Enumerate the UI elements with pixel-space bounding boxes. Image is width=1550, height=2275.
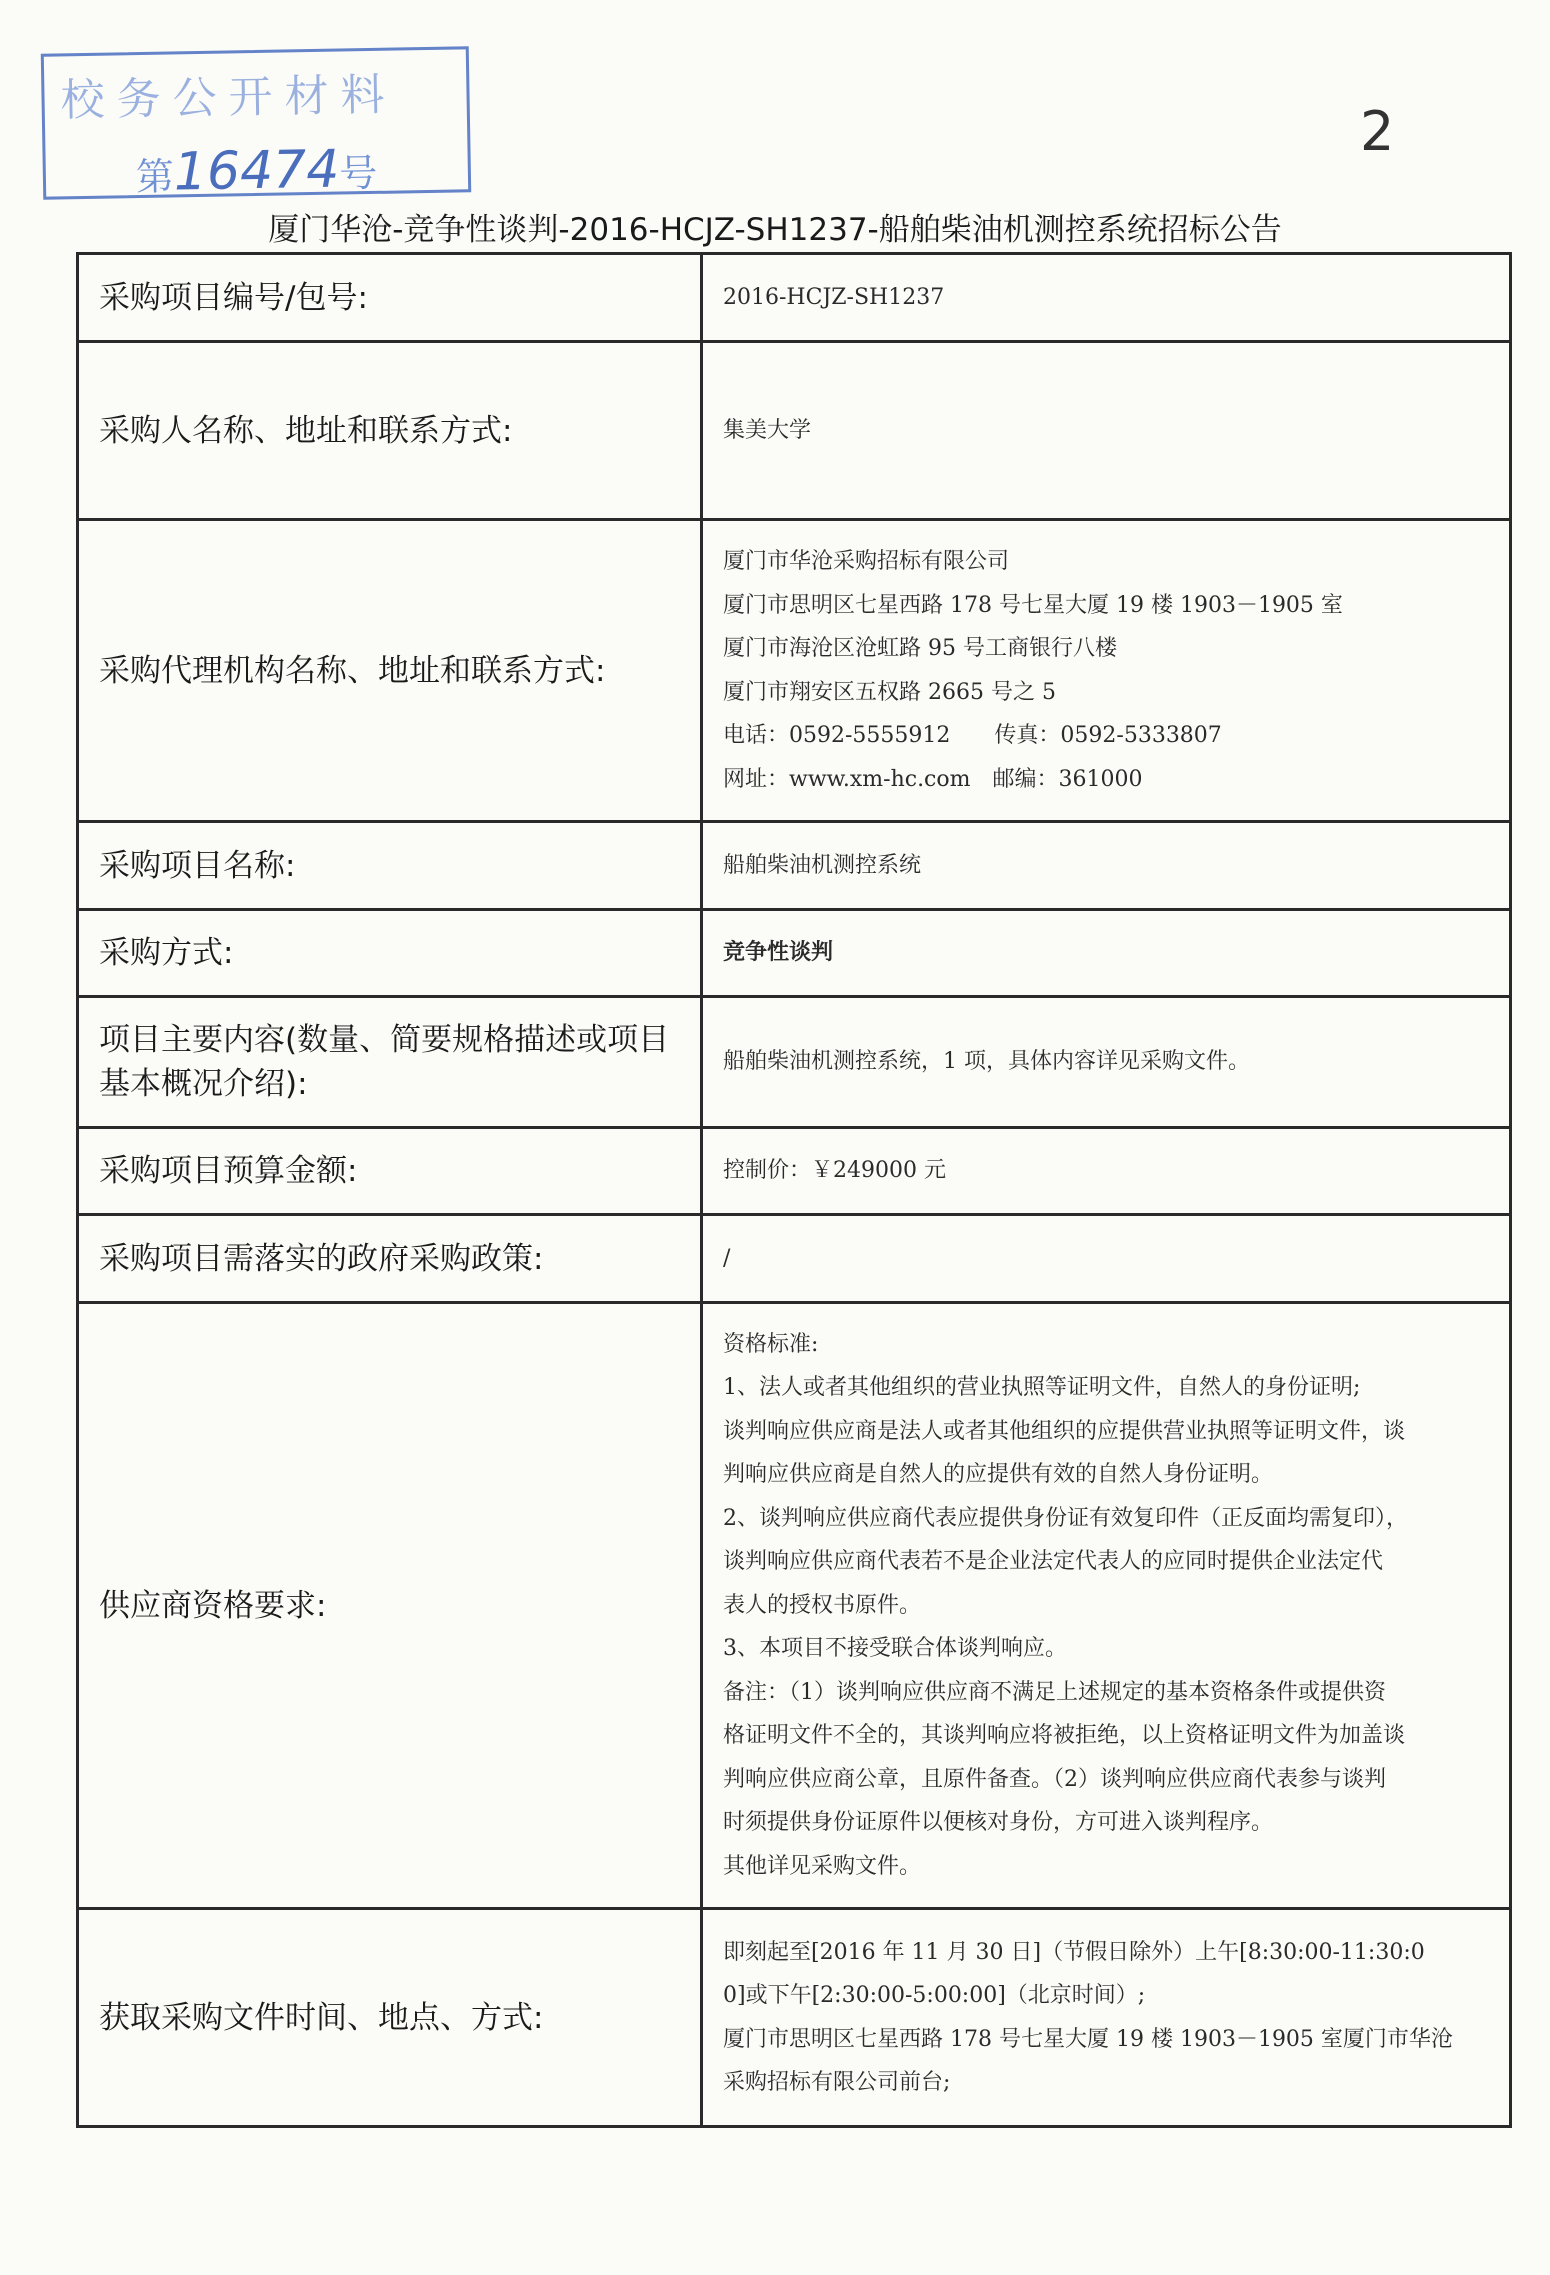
procurement-notice-table [76, 252, 1512, 2128]
row-value [702, 254, 1511, 342]
value-line: 时须提供身份证原件以便核对身份，方可进入谈判程序。 [723, 1810, 1274, 1836]
row-value [702, 520, 1511, 822]
value-line: 厦门市思明区七星西路 178 号七星大厦 19 楼 1903－1905 室 [723, 592, 1343, 618]
row-label: 采购项目预算金额: [78, 1128, 702, 1215]
row-label: 获取采购文件时间、地点、方式: [78, 1909, 702, 2127]
value-line: 判响应供应商公章，且原件备查。（2）谈判响应供应商代表参与谈判 [723, 1766, 1386, 1792]
value-line: 即刻起至[2016 年 11 月 30 日]（节假日除外）上午[8:30:00-11:30:0 [723, 1939, 1425, 1965]
row-label: 项目主要内容(数量、简要规格描述或项目基本概况介绍): [78, 997, 702, 1128]
table-row-policy [78, 1215, 1511, 1303]
row-value [702, 910, 1511, 997]
row-value [702, 342, 1511, 520]
value-line: 备注：（1）谈判响应供应商不满足上述规定的基本资格条件或提供资 [723, 1679, 1386, 1705]
value-line: 2016-HCJZ-SH1237 [723, 284, 945, 310]
value-line: 厦门市翔安区五权路 2665 号之 5 [723, 679, 1056, 705]
value-line: 判响应供应商是自然人的应提供有效的自然人身份证明。 [723, 1462, 1274, 1488]
value-line: 2、谈判响应供应商代表应提供身份证有效复印件（正反面均需复印）， [723, 1505, 1408, 1531]
stamp-number: 16474 [173, 139, 340, 203]
value-line: 厦门市海沧区沧虹路 95 号工商银行八楼 [723, 636, 1117, 661]
value-line: 采购招标有限公司前台; [723, 2070, 951, 2095]
row-value [702, 1909, 1511, 2127]
row-label: 采购人名称、地址和联系方式: [78, 342, 702, 520]
value-line: 谈判响应供应商是法人或者其他组织的应提供营业执照等证明文件，谈 [723, 1418, 1406, 1444]
table-row-purchaser [78, 342, 1511, 520]
value-line: 厦门市思明区七星西路 178 号七星大厦 19 楼 1903－1905 室厦门市华沧 [723, 2026, 1453, 2052]
table-row-agency [78, 520, 1511, 822]
value-line: 厦门市华沧采购招标有限公司 [723, 549, 1010, 574]
row-value [702, 1215, 1511, 1303]
value-line: 船舶柴油机测控系统，1 项，具体内容详见采购文件。 [723, 1049, 1250, 1075]
value-line: 表人的授权书原件。 [723, 1592, 922, 1618]
value-line: 船舶柴油机测控系统 [723, 852, 922, 878]
value-line: 3、本项目不接受联合体谈判响应。 [723, 1636, 1067, 1662]
value-line: 1、法人或者其他组织的营业执照等证明文件，自然人的身份证明; [723, 1375, 1361, 1401]
handwritten-page-number: 2 [1360, 100, 1395, 163]
stamp-suffix: 号 [338, 150, 378, 196]
row-label: 采购项目编号/包号: [78, 254, 702, 342]
table-row-project-number [78, 254, 1511, 342]
value-line: 控制价：￥249000 元 [723, 1158, 946, 1184]
stamp-prefix: 第 [135, 154, 175, 200]
row-label: 采购方式: [78, 910, 702, 997]
archive-stamp [41, 46, 471, 203]
row-label: 采购代理机构名称、地址和联系方式: [78, 520, 702, 822]
table-row-document-acquisition [78, 1909, 1511, 2127]
row-label: 采购项目名称: [78, 822, 702, 910]
row-label: 供应商资格要求: [78, 1303, 702, 1909]
value-line: 资格标准: [723, 1331, 819, 1357]
value-line: 竞争性谈判 [723, 940, 834, 966]
table-row-procurement-method [78, 910, 1511, 997]
value-line: 集美大学 [723, 417, 812, 443]
table-row-project-name [78, 822, 1511, 910]
stamp-number-line [135, 139, 377, 203]
document-title: 厦门华沧-竞争性谈判-2016-HCJZ-SH1237-船舶柴油机测控系统招标公告 [268, 212, 1282, 248]
row-label: 采购项目需落实的政府采购政策: [78, 1215, 702, 1303]
value-line: 0]或下午[2:30:00-5:00:00]（北京时间）; [723, 1983, 1146, 2008]
table-row-main-content [78, 997, 1511, 1128]
row-value [702, 1303, 1511, 1909]
value-line: 网址：www.xm-hc.com 邮编：361000 [723, 766, 1143, 792]
row-value [702, 997, 1511, 1128]
row-value [702, 1128, 1511, 1215]
row-value [702, 822, 1511, 910]
table-row-budget [78, 1128, 1511, 1215]
value-line: 电话：0592-5555912 传真：0592-5333807 [723, 723, 1222, 748]
table-row-supplier-qualification [78, 1303, 1511, 1909]
value-line: / [723, 1245, 731, 1271]
stamp-title: 校务公开材料 [60, 69, 397, 127]
value-line: 谈判响应供应商代表若不是企业法定代表人的应同时提供企业法定代 [723, 1549, 1384, 1575]
value-line: 其他详见采购文件。 [723, 1853, 922, 1879]
value-line: 格证明文件不全的，其谈判响应将被拒绝，以上资格证明文件为加盖谈 [723, 1723, 1406, 1749]
